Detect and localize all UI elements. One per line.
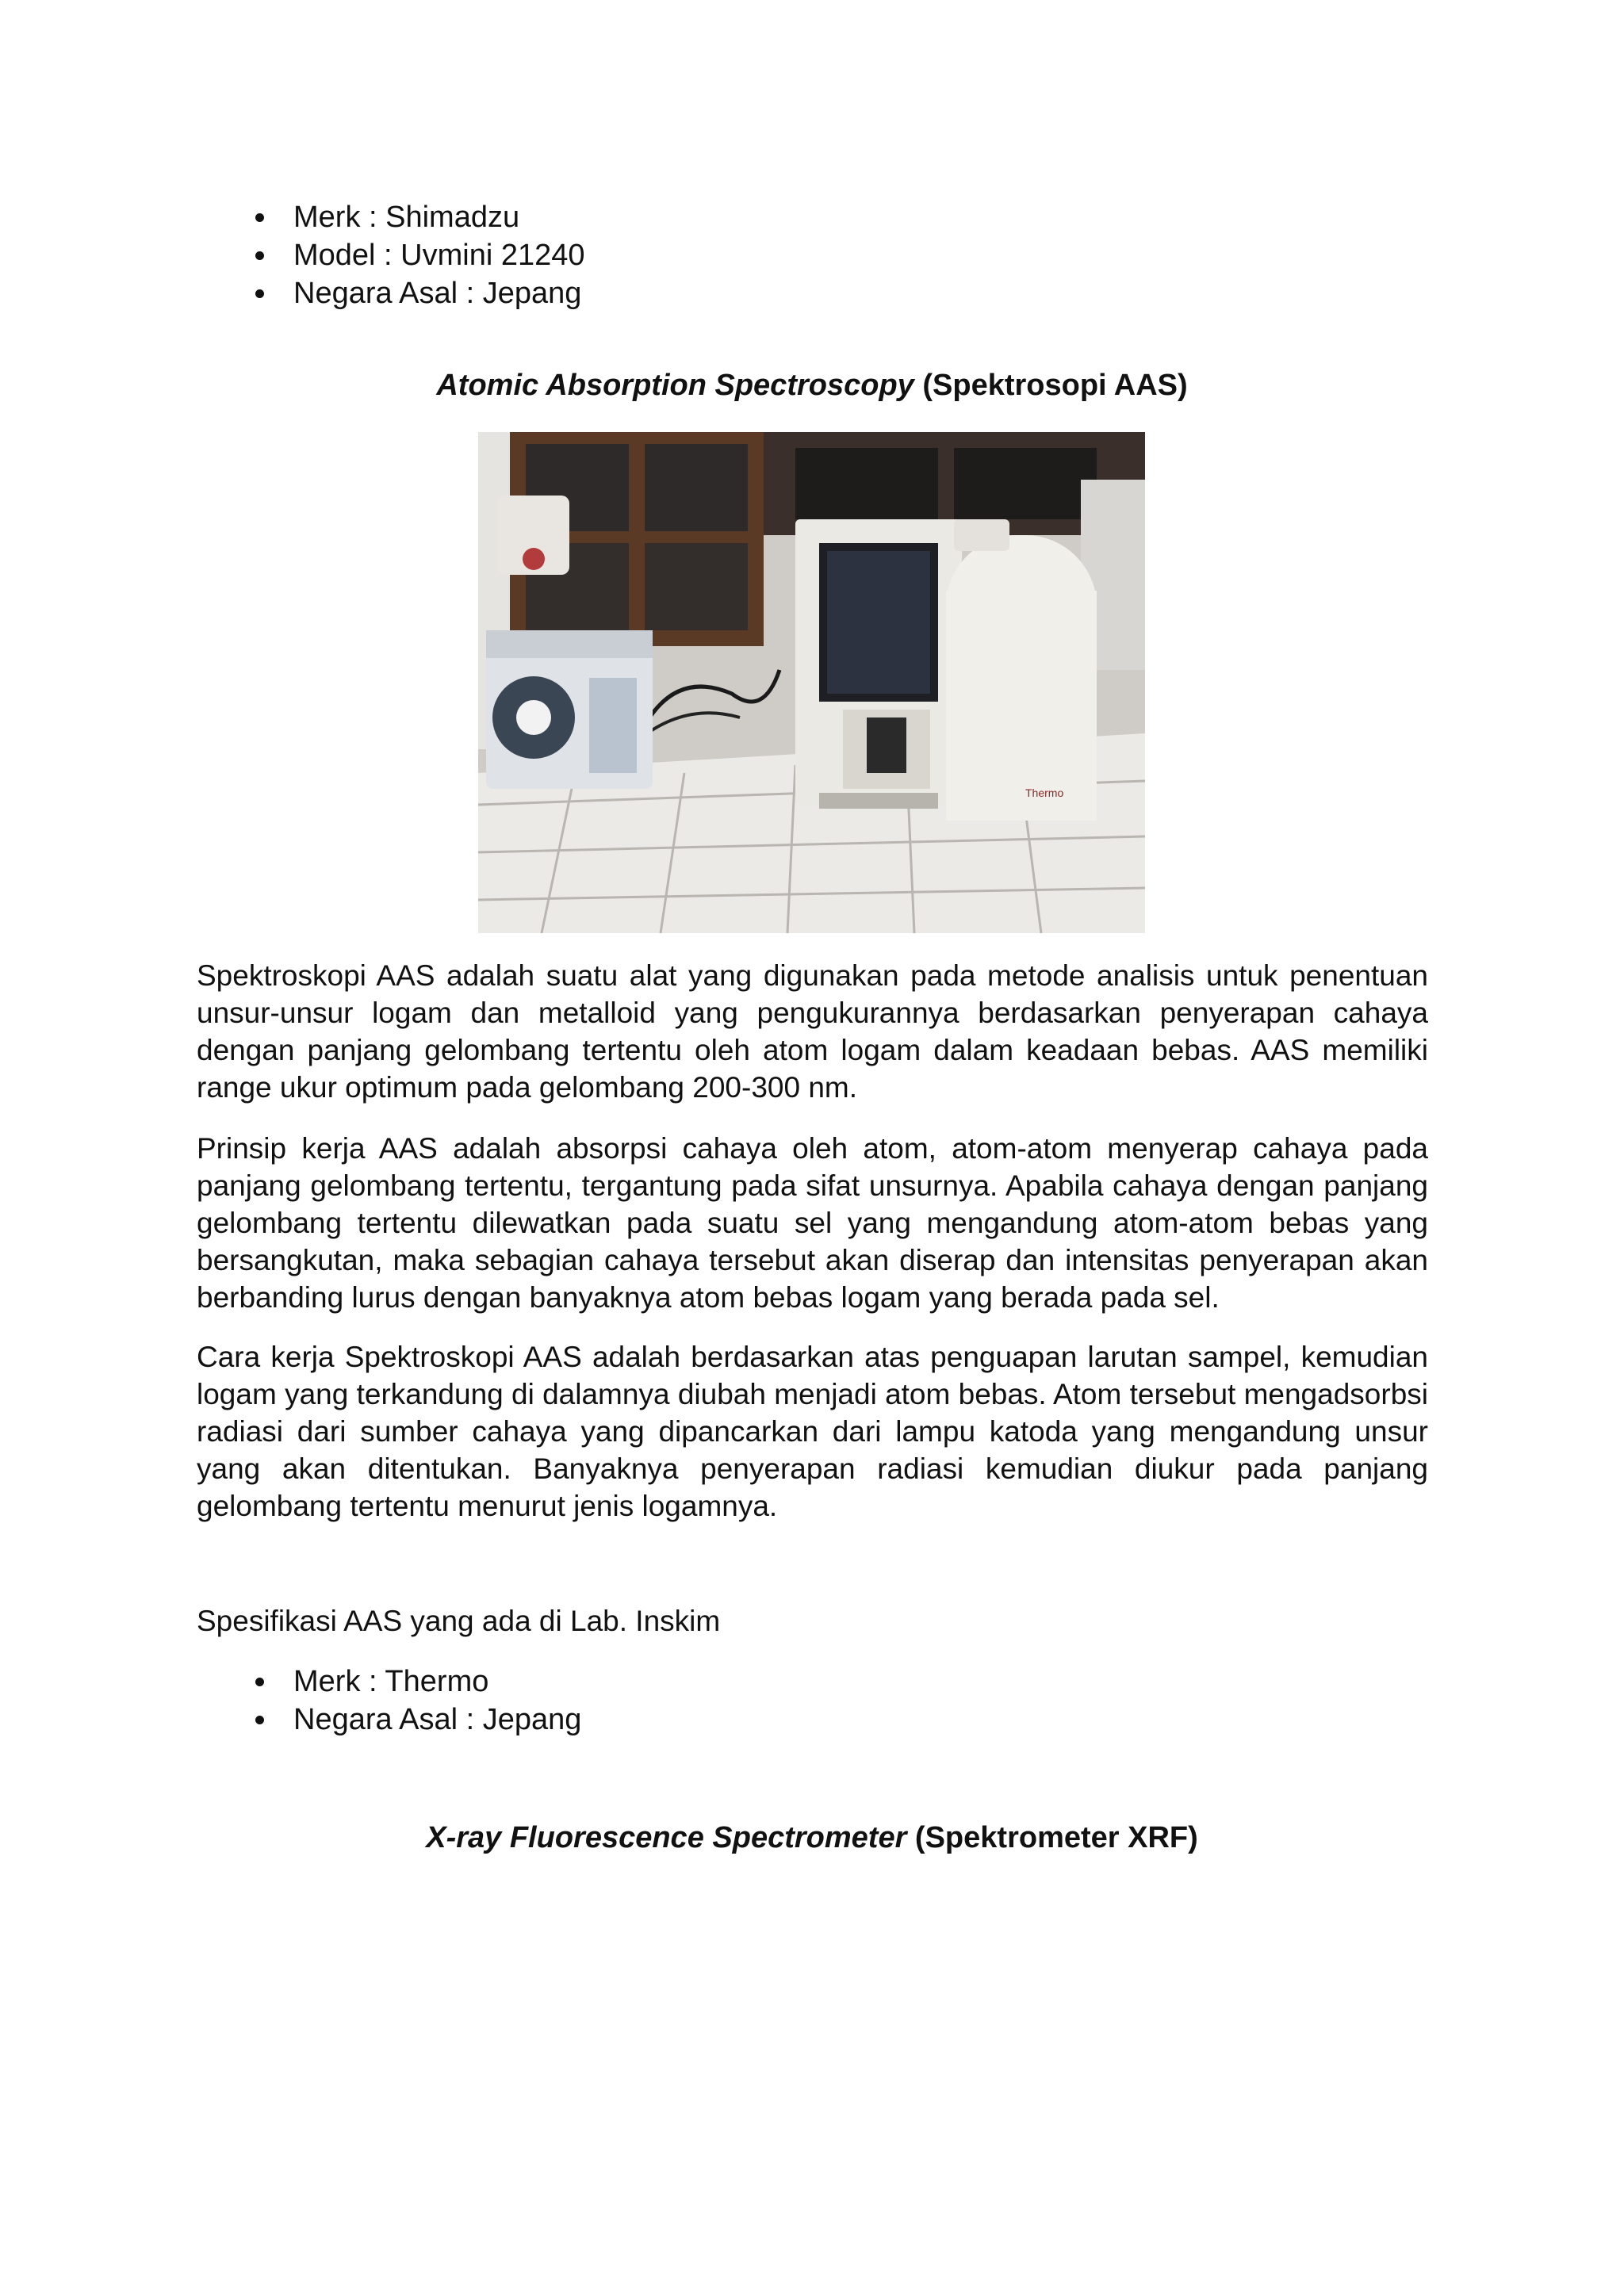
heading-italic-part: X-ray Fluorescence Spectrometer <box>426 1821 907 1854</box>
list-item: Model : Uvmini 21240 <box>293 236 585 274</box>
list-item: Merk : Shimadzu <box>293 198 585 236</box>
spec-intro: Spesifikasi AAS yang ada di Lab. Inskim <box>197 1605 721 1637</box>
photo-brand-label: Thermo <box>1025 786 1064 799</box>
heading-normal-part: (Spektrometer XRF) <box>906 1821 1198 1854</box>
heading-normal-part: (Spektrosopi AAS) <box>914 369 1188 402</box>
section-heading-aas <box>0 366 1624 404</box>
list-item: Merk : Thermo <box>293 1663 581 1701</box>
section-heading-xrf <box>0 1819 1624 1857</box>
heading-italic-part: Atomic Absorption Spectroscopy <box>436 369 914 402</box>
instrument-spec-list-aas <box>293 1663 581 1739</box>
list-item: Negara Asal : Jepang <box>293 1701 581 1739</box>
paragraph: Spektroskopi AAS adalah suatu alat yang digunakan pada metode analisis untuk penentuan unsur-unsur logam dan metalloid yang pengukurannya berdasarkan penyerapan cahaya dengan panjang gelombang tertentu oleh atom logam dalam keadaan bebas. AAS memiliki range ukur optimum pada gelombang 200-300 nm. <box>197 959 1428 1104</box>
paragraph: Cara kerja Spektroskopi AAS adalah berdasarkan atas penguapan larutan sampel, kemudian logam yang terkandung di dalamnya diubah menjadi atom bebas. Atom tersebut mengadsorbsi radiasi dari sumber cahaya yang dipancarkan dari lampu katoda yang mengandung unsur yang akan ditentukan. Banyaknya penyerapan radiasi kemudian diukur pada panjang gelombang tertentu menurut jenis logamnya. <box>197 1341 1428 1522</box>
paragraph: Prinsip kerja AAS adalah absorpsi cahaya oleh atom, atom-atom menyerap cahaya pada panjang gelombang tertentu, tergantung pada sifat unsurnya. Apabila cahaya dengan panjang gelombang tertentu dilewatkan pada suatu sel yang mengandung atom-atom bebas yang bersangkutan, maka sebagian cahaya tersebut akan diserap dan intensitas penyerapan akan berbanding lurus dengan banyaknya atom bebas logam yang berada pada sel. <box>197 1132 1428 1314</box>
list-item: Negara Asal : Jepang <box>293 274 585 312</box>
instrument-spec-list-uv <box>293 198 585 312</box>
aas-instrument-photo <box>478 432 1145 933</box>
